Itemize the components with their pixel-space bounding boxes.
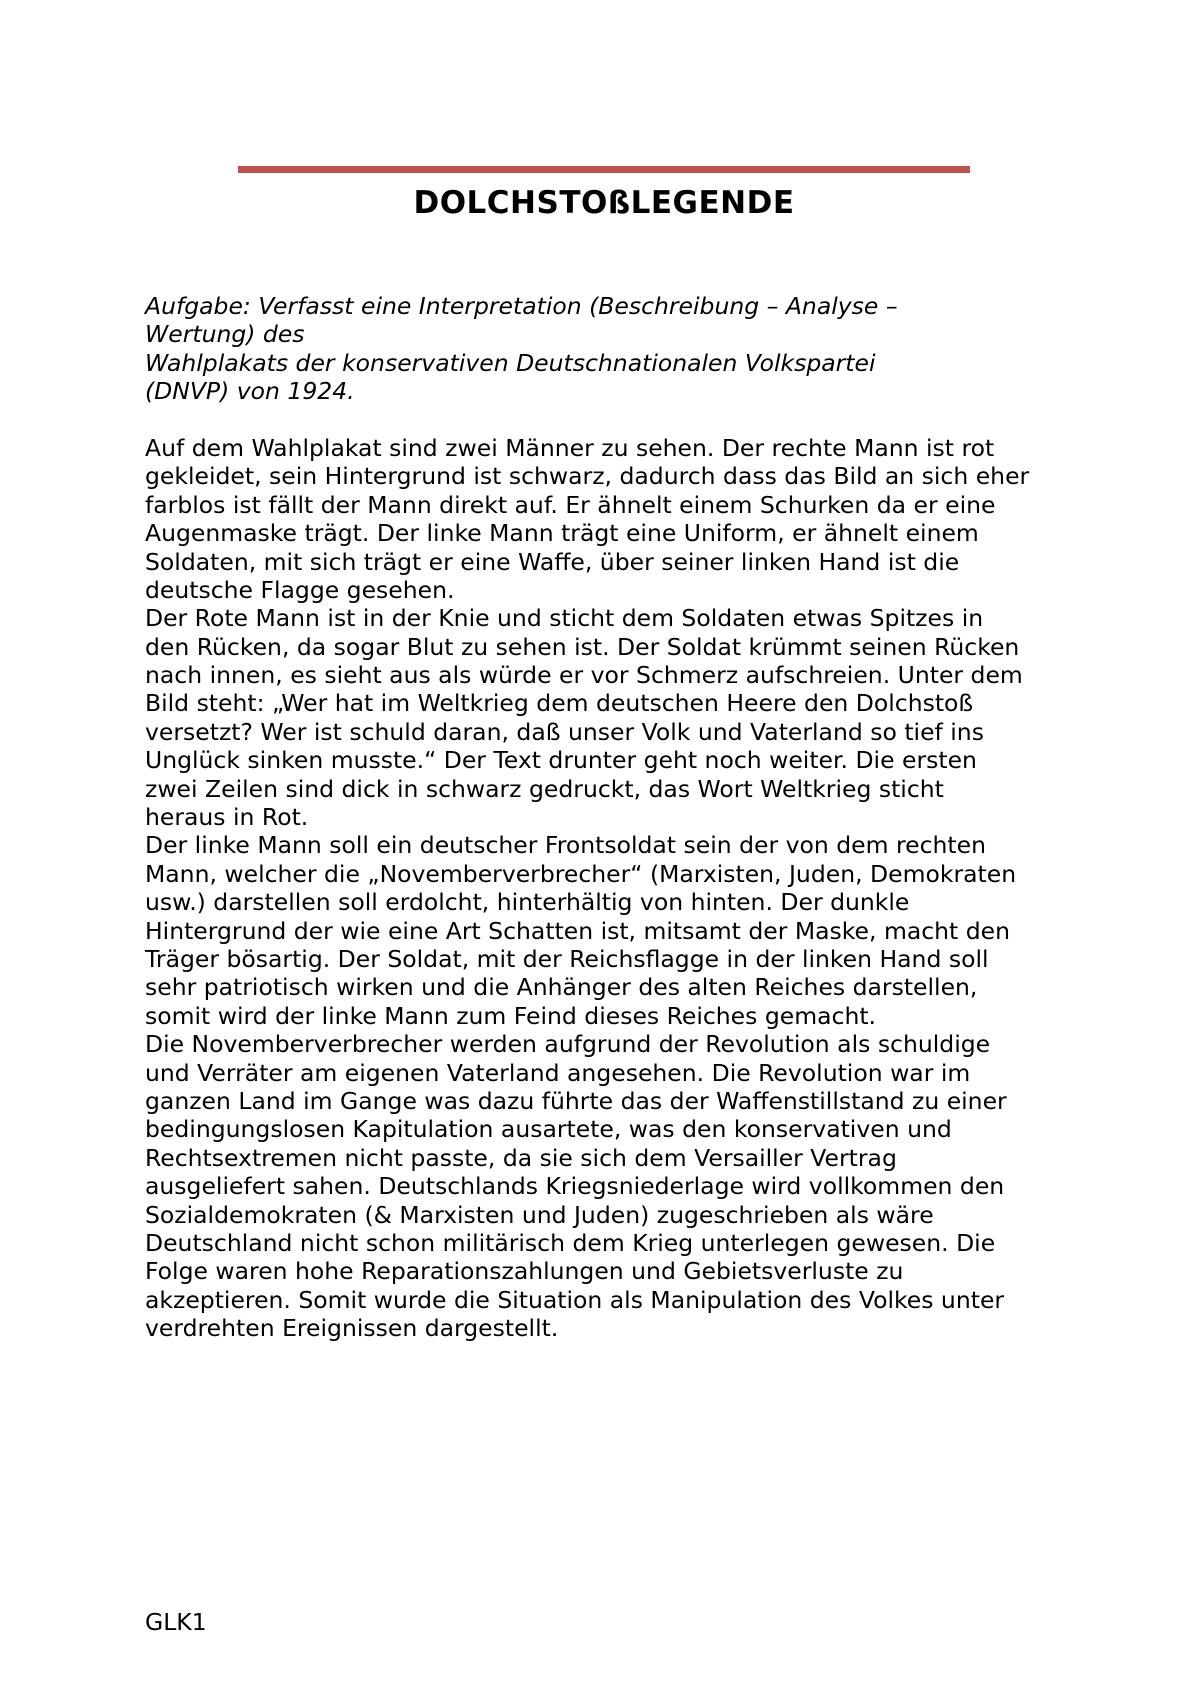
body-line: Mann, welcher die „Novemberverbrecher“ (Marxisten, Juden, Demokraten (145, 859, 1017, 888)
body-line: Der Rote Mann ist in der Knie und sticht dem Soldaten etwas Spitzes in (145, 604, 984, 633)
body-line: Augenmaske trägt. Der linke Mann trägt eine Uniform, er ähnelt einem (145, 519, 979, 548)
body-line: nach innen, es sieht aus als würde er vor Schmerz aufschreien. Unter dem (145, 661, 1023, 690)
body-line: deutsche Flagge gesehen. (145, 575, 455, 604)
task-paragraph (145, 292, 1075, 406)
title-rule (238, 166, 970, 173)
body-line: Auf dem Wahlplakat sind zwei Männer zu sehen. Der rechte Mann ist rot (145, 433, 995, 462)
task-line: (DNVP) von 1924. (145, 377, 355, 406)
task-line: Wahlplakats der konservativen Deutschnationalen Volkspartei (145, 348, 876, 377)
body-line: Deutschland nicht schon militärisch dem Krieg unterlegen gewesen. Die (145, 1228, 996, 1257)
body-line: Sozialdemokraten (& Marxisten und Juden) zugeschrieben als wäre (145, 1200, 934, 1229)
body-line: versetzt? Wer ist schuld daran, daß unser Volk und Vaterland so tief ins (145, 717, 984, 746)
body-paragraphs (145, 434, 1075, 1343)
body-line: Bild steht: „Wer hat im Weltkrieg dem deutschen Heere den Dolchstoß (145, 689, 974, 718)
task-line: Aufgabe: Verfasst eine Interpretation (Beschreibung – Analyse – (145, 292, 898, 320)
body-line: Unglück sinken musste.“ Der Text drunter geht noch weiter. Die ersten (145, 746, 977, 775)
body-line: Der linke Mann soll ein deutscher Frontsoldat sein der von dem rechten (145, 831, 986, 860)
document-title: DOLCHSTOßLEGENDE (413, 185, 795, 221)
body-line: Die Novemberverbrecher werden aufgrund der Revolution als schuldige (145, 1030, 991, 1059)
body-line: den Rücken, da sogar Blut zu sehen ist. Der Soldat krümmt seinen Rücken (145, 632, 1020, 661)
body-line: Rechtsextremen nicht passte, da sie sich dem Versailler Vertrag (145, 1143, 897, 1172)
body-line: bedingungslosen Kapitulation ausartete, was den konservativen und (145, 1115, 952, 1144)
body-line: akzeptieren. Somit wurde die Situation als Manipulation des Volkes unter (145, 1285, 1005, 1314)
body-line: gekleidet, sein Hintergrund ist schwarz, dadurch dass das Bild an sich eher (145, 462, 1030, 491)
body-line: Soldaten, mit sich trägt er eine Waffe, über seiner linken Hand ist die (145, 547, 960, 576)
body-line: heraus in Rot. (145, 803, 309, 832)
body-line: und Verräter am eigenen Vaterland angesehen. Die Revolution war im (145, 1058, 971, 1087)
body-line: Folge waren hohe Reparationszahlungen und Gebietsverluste zu (145, 1257, 904, 1286)
body-line: verdrehten Ereignissen dargestellt. (145, 1314, 559, 1343)
body-line: farblos ist fällt der Mann direkt auf. Er ähnelt einem Schurken da er eine (145, 490, 996, 519)
page-footer: GLK1 (145, 1608, 207, 1636)
body-line: somit wird der linke Mann zum Feind dieses Reiches gemacht. (145, 1001, 877, 1030)
body-line: usw.) darstellen soll erdolcht, hinterhältig von hinten. Der dunkle (145, 888, 910, 917)
body-line: Hintergrund der wie eine Art Schatten ist, mitsamt der Maske, macht den (145, 916, 1011, 945)
document-content (145, 292, 1075, 1342)
body-line: sehr patriotisch wirken und die Anhänger des alten Reiches darstellen, (145, 973, 978, 1002)
body-line: ganzen Land im Gange was dazu führte das der Waffenstillstand zu einer (145, 1086, 1007, 1115)
body-line: ausgeliefert sahen. Deutschlands Kriegsniederlage wird vollkommen den (145, 1172, 1005, 1201)
body-line: Träger bösartig. Der Soldat, mit der Reichsflagge in der linken Hand soll (145, 944, 989, 973)
body-line: zwei Zeilen sind dick in schwarz gedruckt, das Wort Weltkrieg sticht (145, 774, 944, 803)
paragraph-gap (145, 406, 1075, 434)
task-line: Wertung) des (145, 320, 305, 349)
